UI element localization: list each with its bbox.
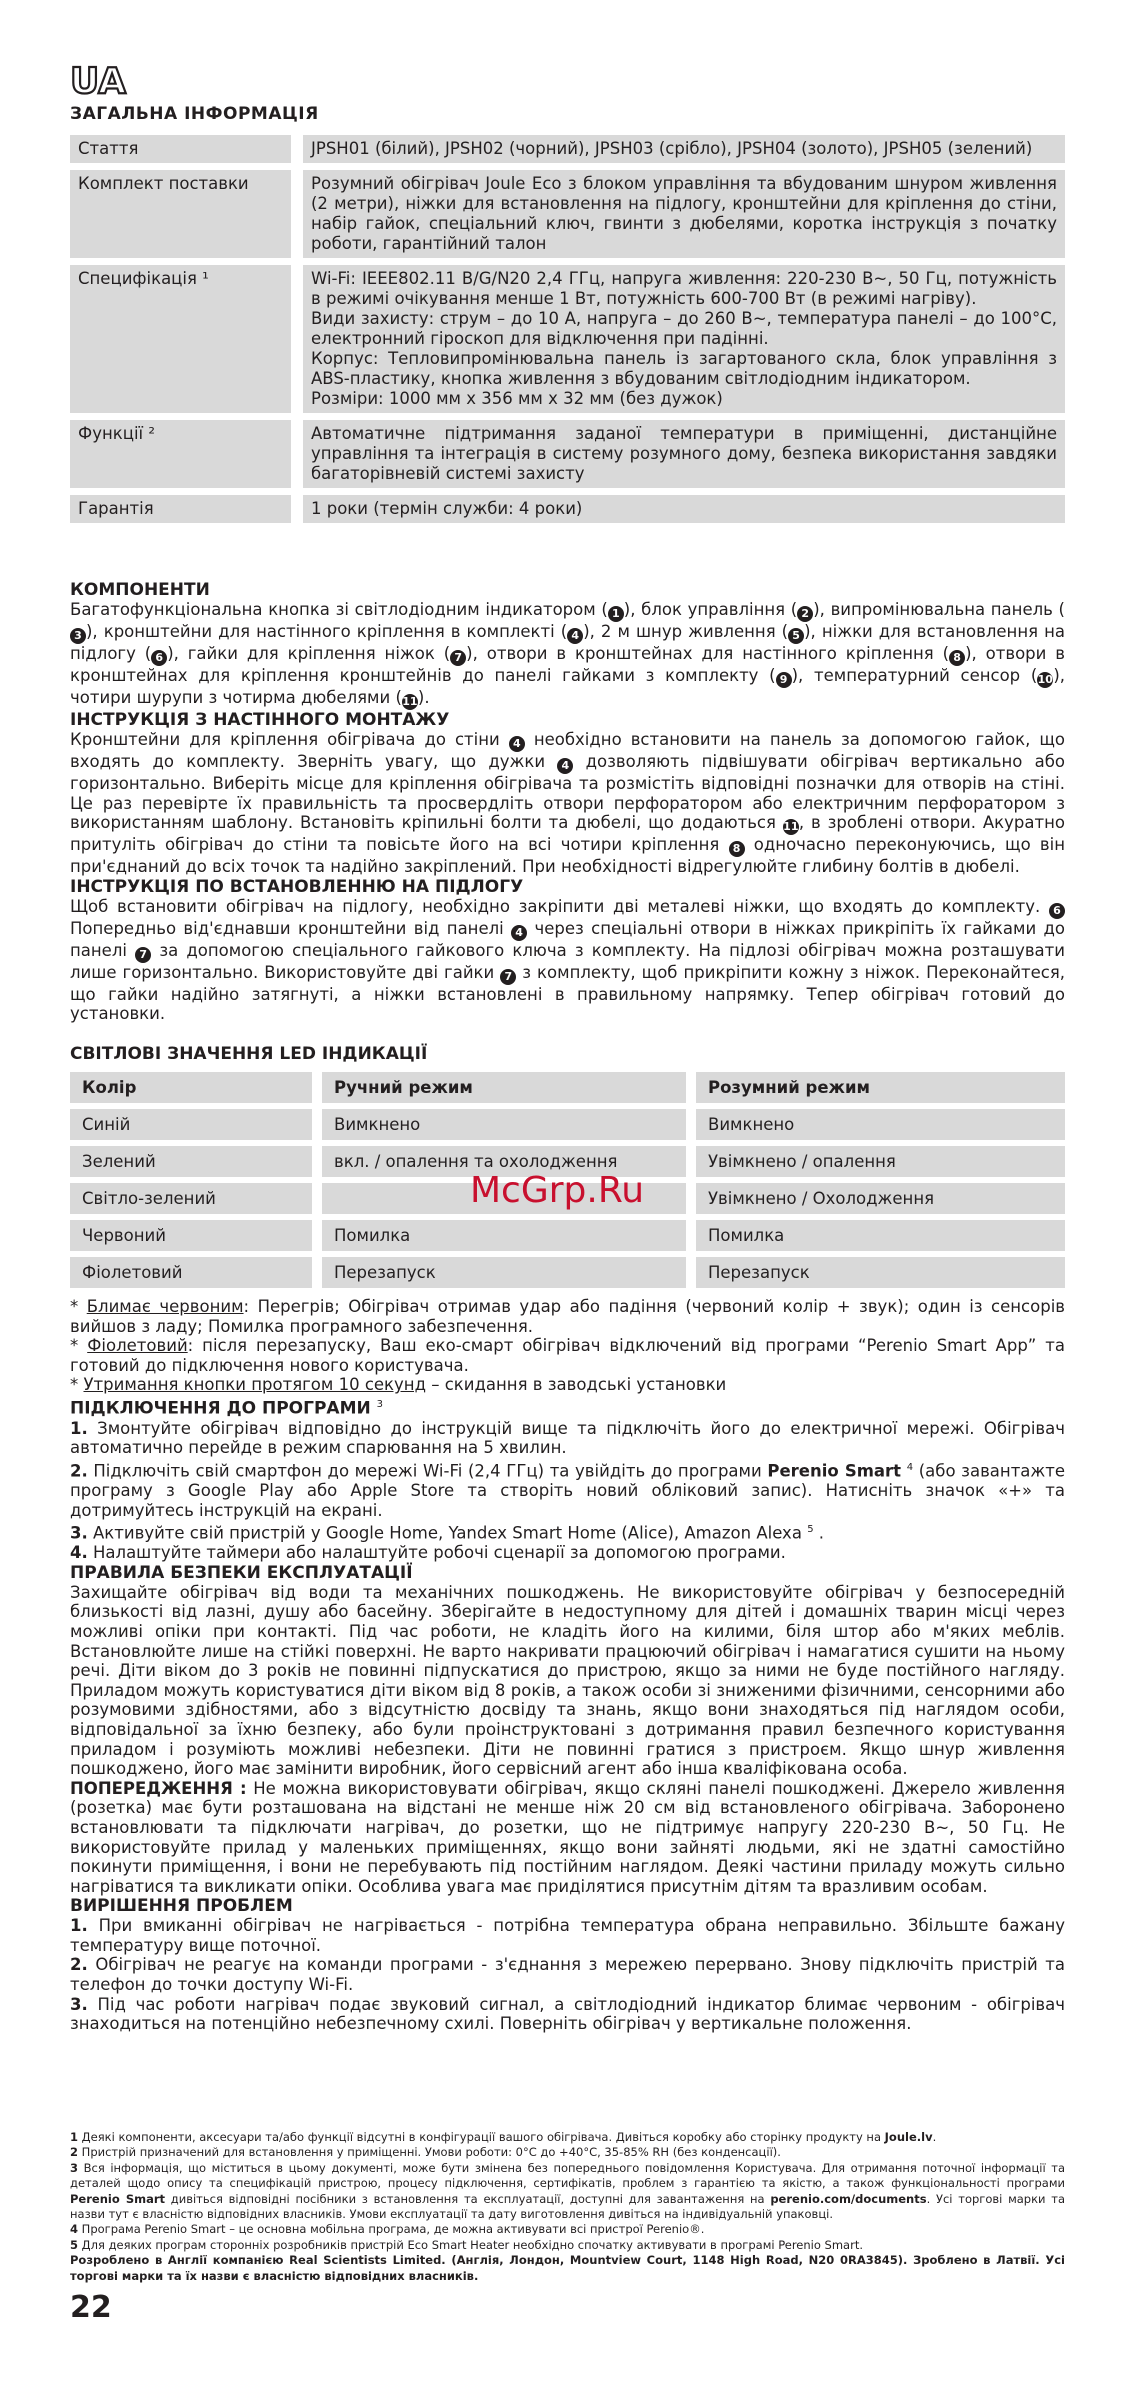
cell: Червоний [70,1220,312,1251]
wall-heading: ІНСТРУКЦІЯ З НАСТІННОГО МОНТАЖУ [70,710,450,730]
table-row [70,1109,1065,1140]
cell: Перезапуск [696,1257,1065,1288]
components-text: Багатофункціональна кнопка зі світлодіодним індикатором ( 1 ), блок управління ( 2 ), випромінювальна панель (3 ), кронштейни для настінного кріплення в комплекті ( 4 ), 2 м шнур живлення ( 5 ), ніжки для встановлення на підлогу ( 6 ), гайки для кріплення ніжок ( 7 ), отвори в кронштейнах для настінного кріплення ( 8 ), отвори в кронштейнах для кріплення кронштейнів до панелі гайками з комплекту ( 9 ), температурний сенсор (10), чотири шурупи з чотирма дюбелями (11). [70,600,1065,708]
floor-text: Щоб встановити обігрівач на підлогу, необхідно закріпити дві металеві ніжки, що входять до комплекту. 6 Попередньо від'єднавши кронштейни від панелі 4 через спеціальні отвори в ніжках прикріпіть їх гайками до панелі 7 за допомогою спеціального гайкового ключа з комплекту. На підлозі обігрівач можна розташувати лише горизонтально. Використовуйте дві гайки 7 з комплекту, щоб прикріпити кожну з ніжок. Переконайтеся, що гайки надійно затягнуті, а ніжки встановлені в правильному напрямку. Тепер обігрівач готовий до установки. [70,896,1066,1024]
column-header: Ручний режим [322,1072,686,1103]
connect-heading: ПІДКЛЮЧЕННЯ ДО ПРОГРАМИ $^3$ [70,1398,384,1419]
led-heading-wrap [70,1044,1065,1064]
cell: Вимкнено [322,1109,686,1140]
table-row [70,1220,1065,1251]
wall-text: Кронштейни для кріплення обігрівача до стіни 4 необхідно встановити на панель за допомогою гайок, що входять до комплекту. Зверніть увагу, що дужки 4 дозволяють підвішувати обігрівач вертикально або горизонтально. Виберіть місце для кріплення обігрівача та розмістіть відповідні позначки для отворів на стіні. Це раз перевірте їх правильність та просвердліть отвори перфоратором або електричним перфоратором з використанням шаблону. Встановіть кріпильні болти та дюбелі, що додаються 11, в зроблені отвори. Акуратно притуліть обігрівач до стіни та повісьте його на всі чотири кріплення 8 одночасно переконуючись, що він при'єднаний до всіх точок та надійно закріплений. При необхідності відрегулюйте глибину болтів в дюбелі. [70,730,1065,877]
cell: Увімкнено / Охолодження [696,1183,1065,1214]
table-row [70,265,1065,413]
warning-text: ПОПЕРЕДЖЕННЯ : Не можна використовувати обігрівач, якщо скляні панелі пошкоджені. Джерело живлення (розетка) має бути розташована на відстані не менше ніж 20 см від встановленого обігрівача. Заборонено встановлювати та підключати нагрівач, до розетки, що не підтримує напругу 220-230 В~, 50 Гц. Не використовуйте прилад у маленьких приміщеннях, якщо вони зайняті людьми, які не здатні самостійно покинути приміщення, і вони не перебувають під постійним наглядом. Деякі частини приладу можуть сильно нагріватися та викликати опіки. Особлива увага має приділятися присутнім дітям та вразливим особам. [70,1778,1065,1896]
row-key: Функції ² [70,420,291,488]
table-row [70,495,1065,523]
general-info-heading: ЗАГАЛЬНА ІНФОРМАЦІЯ [70,104,319,124]
list-item: 4. Налаштуйте таймери або налаштуйте робочі сценарії за допомогою програми. [70,1543,786,1563]
note-reset: * Утримання кнопки протягом 10 секунд – скидання в заводські установки [70,1375,727,1395]
note-red: * Блимає червоним: Перегрів; Обігрівач отримав удар або падіння (червоний колір + звук); один із сенсорів вийшов з ладу; Помилка програмного забезпечення. [70,1297,1066,1336]
list-item: 1. Змонтуйте обігрівач відповідно до інструкцій вище та підключіть його до електричної мережі. Обігрівач автоматично перейде в режим спарювання на 5 хвилин. [70,1418,1065,1458]
cell: Синій [70,1109,312,1140]
list-item: 2. Обігрівач не реагує на команди програми - з'єднання з мережею перервано. Знову підключіть пристрій та телефон до точки доступу Wi-Fi. [70,1955,1066,1995]
table-row [70,1257,1065,1288]
cell: Увімкнено / опалення [696,1146,1065,1177]
spec-line: Wi-Fi: IEEE802.11 B/G/N20 2,4 ГГц, напруга живлення: 220-230 В~, 50 Гц, потужність в режимі очікування менше 1 Вт, потужність 600-700 Вт (в режимі нагріву). [311,269,1057,308]
footnote-1: 1 Деякі компоненти, аксесуари та/або функції відсутні в конфігурації вашого обігрівача. Дивіться коробку або сторінку продукту на Joule.lv. [70,2130,937,2144]
connect-steps [70,1419,1065,1563]
row-key: Комплект поставки [70,170,291,258]
trouble-heading: ВИРІШЕННЯ ПРОБЛЕМ [70,1896,293,1917]
note-violet: * Фіолетовий: після перезапуску, Ваш еко-смарт обігрівач відключений від програми “Perenio Smart App” та готовий до підключення нового користувача. [70,1336,1065,1375]
general-info-table [70,128,1065,530]
list-item: 2. Підключіть свій смартфон до мережі Wi-Fi (2,4 ГГц) та увійдіть до програми Perenio Smart $^4$ (або завантажте програму з Google Play або Apple Store та створіть новий обліковий запис). Натисніть значок «+» та дотримуйтесь інструкцій на екрані. [70,1461,1066,1520]
row-value: JPSH01 (білий), JPSH02 (чорний), JPSH03 (срібло), JPSH04 (золото), JPSH05 (зелений) [303,135,1065,163]
list-item: 1. При вмиканні обігрівач не нагрівається - потрібна температура обрана неправильно. Збільште бажану температуру вище поточної. [70,1916,1065,1955]
table-row [70,135,1065,163]
footnote-4: 4 Програма Perenio Smart – це основна мобільна програма, де можна активувати всі пристрої Perenio®. [70,2222,705,2237]
cell: Світло-зелений [70,1183,312,1214]
language-badge-text: UA [70,61,126,98]
cell: Фіолетовий [70,1257,312,1288]
manufacturer-note: Розроблено в Англії компанією Real Scientists Limited. (Англія, Лондон, Mountview Court, 1148 High Road, N20 0RA3845). Зроблено в Латвії. Усі торгові марки та їх назви є власністю відповідних власників. [70,2253,1065,2283]
list-item: 3. Активуйте свій пристрій у Google Home, Yandex Smart Home (Alice), Amazon Alexa $^5$ . [70,1523,825,1543]
components-heading: КОМПОНЕНТИ [70,580,210,600]
led-heading: СВІТЛОВІ ЗНАЧЕННЯ LED ІНДИКАЦІЇ [70,1044,428,1064]
row-value [303,265,1065,413]
safety-heading: ПРАВИЛА БЕЗПЕКИ ЕКСПЛУАТАЦІЇ [70,1562,413,1583]
components-section [70,580,1065,1024]
cell: Помилка [322,1220,686,1251]
column-header: Розумний режим [696,1072,1065,1103]
notes-section [70,1297,1065,2034]
column-header: Колір [70,1072,312,1103]
spec-line: Корпус: Тепловипромінювальна панель із загартованого скла, блок управління з ABS-пластику, кнопка живлення з вбудованим світлодіодним індикатором. [311,349,1057,388]
spec-line: Види захисту: струм – до 10 А, напруга – до 260 В~, температура панелі – до 100°С, електронний гіроскоп для відключення при падінні. [311,309,1057,348]
footnote-3: 3 Вся інформація, що міститься в цьому документі, може бути змінена без попереднього повідомлення Користувача. Для отримання поточної інформації та деталей щодо опису та специфікацій пристрою, процесу підключення, сертифікатів, проблем з гарантією та якістю, а також функціональності програми Perenio Smart дивіться відповідні посібники з встановлення та експлуатації, доступні для завантаження на perenio.com/documents. Усі торгові марки та назви тут є власністю відповідних власників. Умови експлуатації та дату виготовлення дивіться на індивідуальній упаковці. [70,2160,1066,2222]
floor-heading: ІНСТРУКЦІЯ ПО ВСТАНОВЛЕННЮ НА ПІДЛОГУ [70,876,524,897]
footnote-2: 2 Пристрій призначений для встановлення у приміщенні. Умови роботи: 0°С до +40°С, 35-85% RH (без конденсації). [70,2145,781,2160]
row-value: Автоматичне підтримання заданої температури в приміщенні, дистанційне управління та інтеграція в систему розумного дому, безпека використання завдяки багаторівневій системі захисту [303,420,1065,488]
cell: вкл. / опалення та охолодження [322,1146,686,1177]
row-value: Розумний обігрівач Joule Eco з блоком управління та вбудованим шнуром живлення (2 метри), ніжки для встановлення на підлогу, кронштейни для кріплення до стіни, набір гайок, спеціальний ключ, гвинти з дюбелями, коротка інструкція з початку роботи, гарантійний талон [303,170,1065,258]
cell: Зелений [70,1146,312,1177]
row-key: Стаття [70,135,291,163]
table-row [70,170,1065,258]
spec-line: Розміри: 1000 мм х 356 мм х 32 мм (без дужок) [311,389,723,408]
row-key: Гарантія [70,495,291,523]
trouble-steps [70,1916,1065,2034]
list-item: 3. Під час роботи нагрівач подає звуковий сигнал, а світлодіодний індикатор блимає червоним - обігрівач знаходиться на потенційно небезпечному схилі. Поверніть обігрівач у вертикальне положення. [70,1994,1066,2034]
footnote-5: 5 Для деяких програм сторонніх розробників пристрій Eco Smart Heater необхідно спочатку активувати в програмі Perenio Smart. [70,2237,863,2252]
row-value: 1 роки (термін служби: 4 роки) [303,495,1065,523]
cell: Вимкнено [696,1109,1065,1140]
cell: Помилка [696,1220,1065,1251]
table-row [70,420,1065,488]
table-header-row [70,1072,1065,1103]
cell: Перезапуск [322,1257,686,1288]
language-badge [70,60,130,98]
watermark: McGrp.Ru [470,1170,645,1211]
footnotes [70,2130,1065,2284]
row-key: Специфікація ¹ [70,265,291,413]
page-number: 22 [70,2290,112,2325]
safety-text: Захищайте обігрівач від води та механічних пошкоджень. Не використовуйте обігрівач у безпосередній близькості від лазні, душу або басейну. Зберігайте в недоступному для дітей і домашніх тварин місці через можливі опіки при контакті. Під час роботи, не кладіть його на килими, біля штор або м'яких меблів. Встановлюйте лише на стійкі поверхні. Не варто накривати працюючий обігрівач і намагатися сушити на ньому речі. Діти віком до 3 років не повинні підпускатися до пристрою, якщо за ними не буде постійного нагляду. Приладом можуть користуватися діти віком від 8 років, а також особи зі зниженими фізичними, сенсорними або розумовими здібностями, або з відсутністю досвіду та знань, якщо вони знаходяться під наглядом особи, відповідальної за їхню безпеку, або були проінструктовані з дотримання правил безпечного користування приладом і розуміють можливі небезпеки. Діти не повинні гратися з пристроєм. Якщо шнур живлення пошкоджено, його має замінити виробник, його сервісний агент або інша кваліфікована особа. [70,1582,1065,1779]
